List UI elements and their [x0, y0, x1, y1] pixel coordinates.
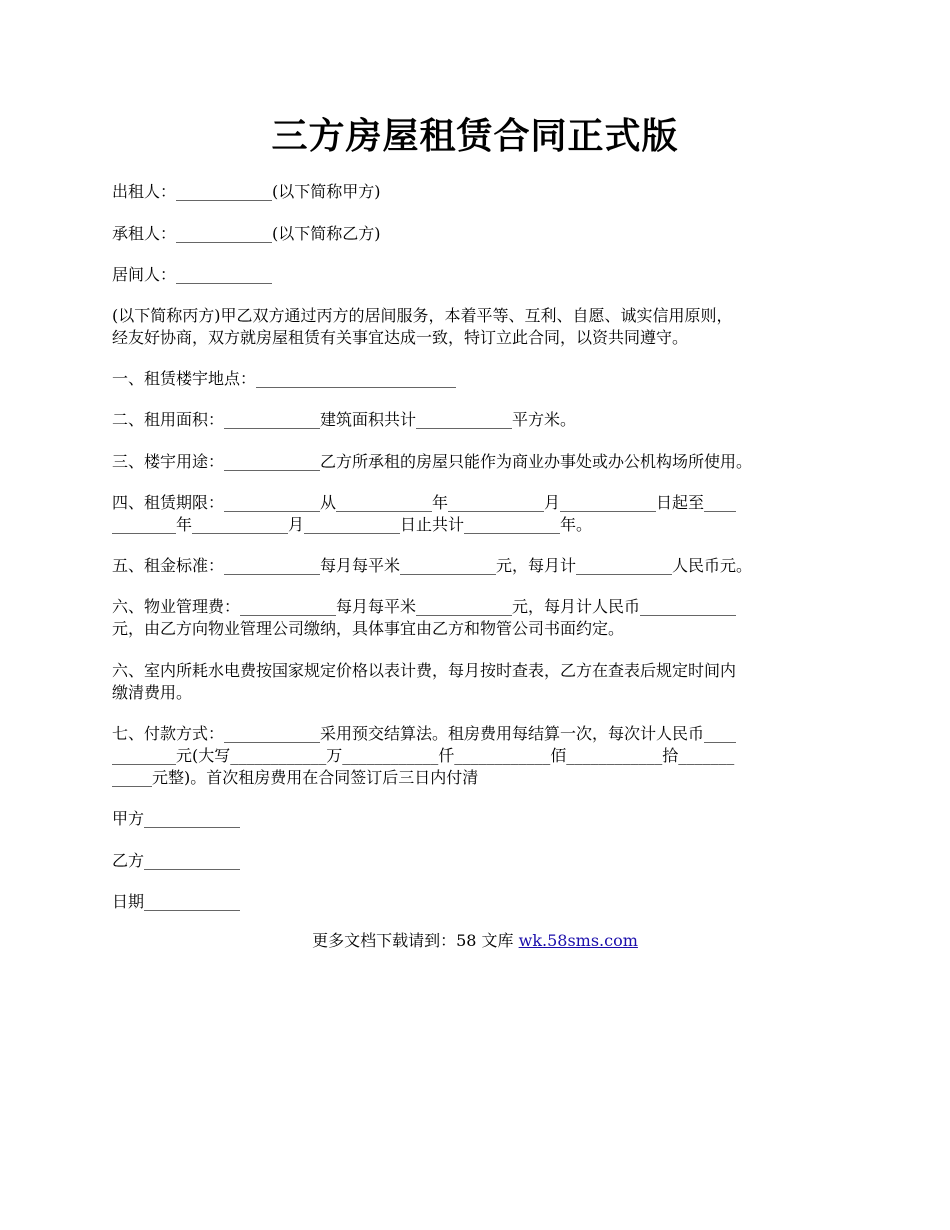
clause-property-fee-line-1: 六、物业管理费：____________每月每平米____________元，每月计人民币____________ [112, 597, 737, 616]
footer [0, 930, 950, 952]
clause-area: 二、租用面积：____________建筑面积共计____________平方米。 [112, 410, 577, 429]
clause-payment-line-1: 七、付款方式：____________采用预交结算法。租房费用每结算一次，每次计人民币____ [112, 724, 737, 743]
clause-property-fee-line-2: 元，由乙方向物业管理公司缴纳，具体事宜由乙方和物管公司书面约定。 [112, 619, 625, 638]
clause-term-line-1: 四、租赁期限：____________从____________年____________月____________日起至____ [112, 493, 737, 512]
preamble-line-1: (以下简称丙方)甲乙双方通过丙方的居间服务，本着平等、互利、自愿、诚实信用原则， [112, 306, 733, 325]
clause-payment-line-3: _____元整)。首次租房费用在合同签订后三日内付清 [112, 768, 479, 787]
clause-location: 一、租赁楼宇地点：_________________________ [112, 369, 457, 388]
clause-utilities-line-1: 六、室内所耗水电费按国家规定价格以表计费，每月按时查表，乙方在查表后规定时间内 [112, 661, 737, 680]
clause-rent: 五、租金标准：____________每月每平米____________元，每月计____________人民币元。 [112, 556, 753, 575]
signature-date: 日期____________ [112, 892, 241, 911]
document-title: 三方房屋租赁合同正式版 [271, 115, 679, 157]
signature-party-a: 甲方____________ [112, 809, 241, 828]
clause-payment-line-2: ________元(大写____________万____________仟____________佰____________拾_______ [112, 746, 735, 765]
clause-usage: 三、楼宇用途：____________乙方所承租的房屋只能作为商业办事处或办公机构场所使用。 [112, 452, 753, 471]
intermediary-line: 居间人：____________ [112, 265, 273, 284]
preamble-line-2: 经友好协商，双方就房屋租赁有关事宜达成一致，特订立此合同，以资共同遵守。 [112, 328, 689, 347]
footer-text: 更多文档下载请到：58 文库 [312, 931, 519, 950]
clause-term-line-2: ________年____________月____________日止共计____________年。 [112, 515, 593, 534]
clause-utilities-line-2: 缴清费用。 [112, 683, 193, 702]
footer-link[interactable]: wk.58sms.com [518, 931, 638, 950]
lessor-line: 出租人：____________(以下简称甲方) [112, 182, 381, 201]
signature-party-b: 乙方____________ [112, 851, 241, 870]
lessee-line: 承租人：____________(以下简称乙方) [112, 224, 381, 243]
